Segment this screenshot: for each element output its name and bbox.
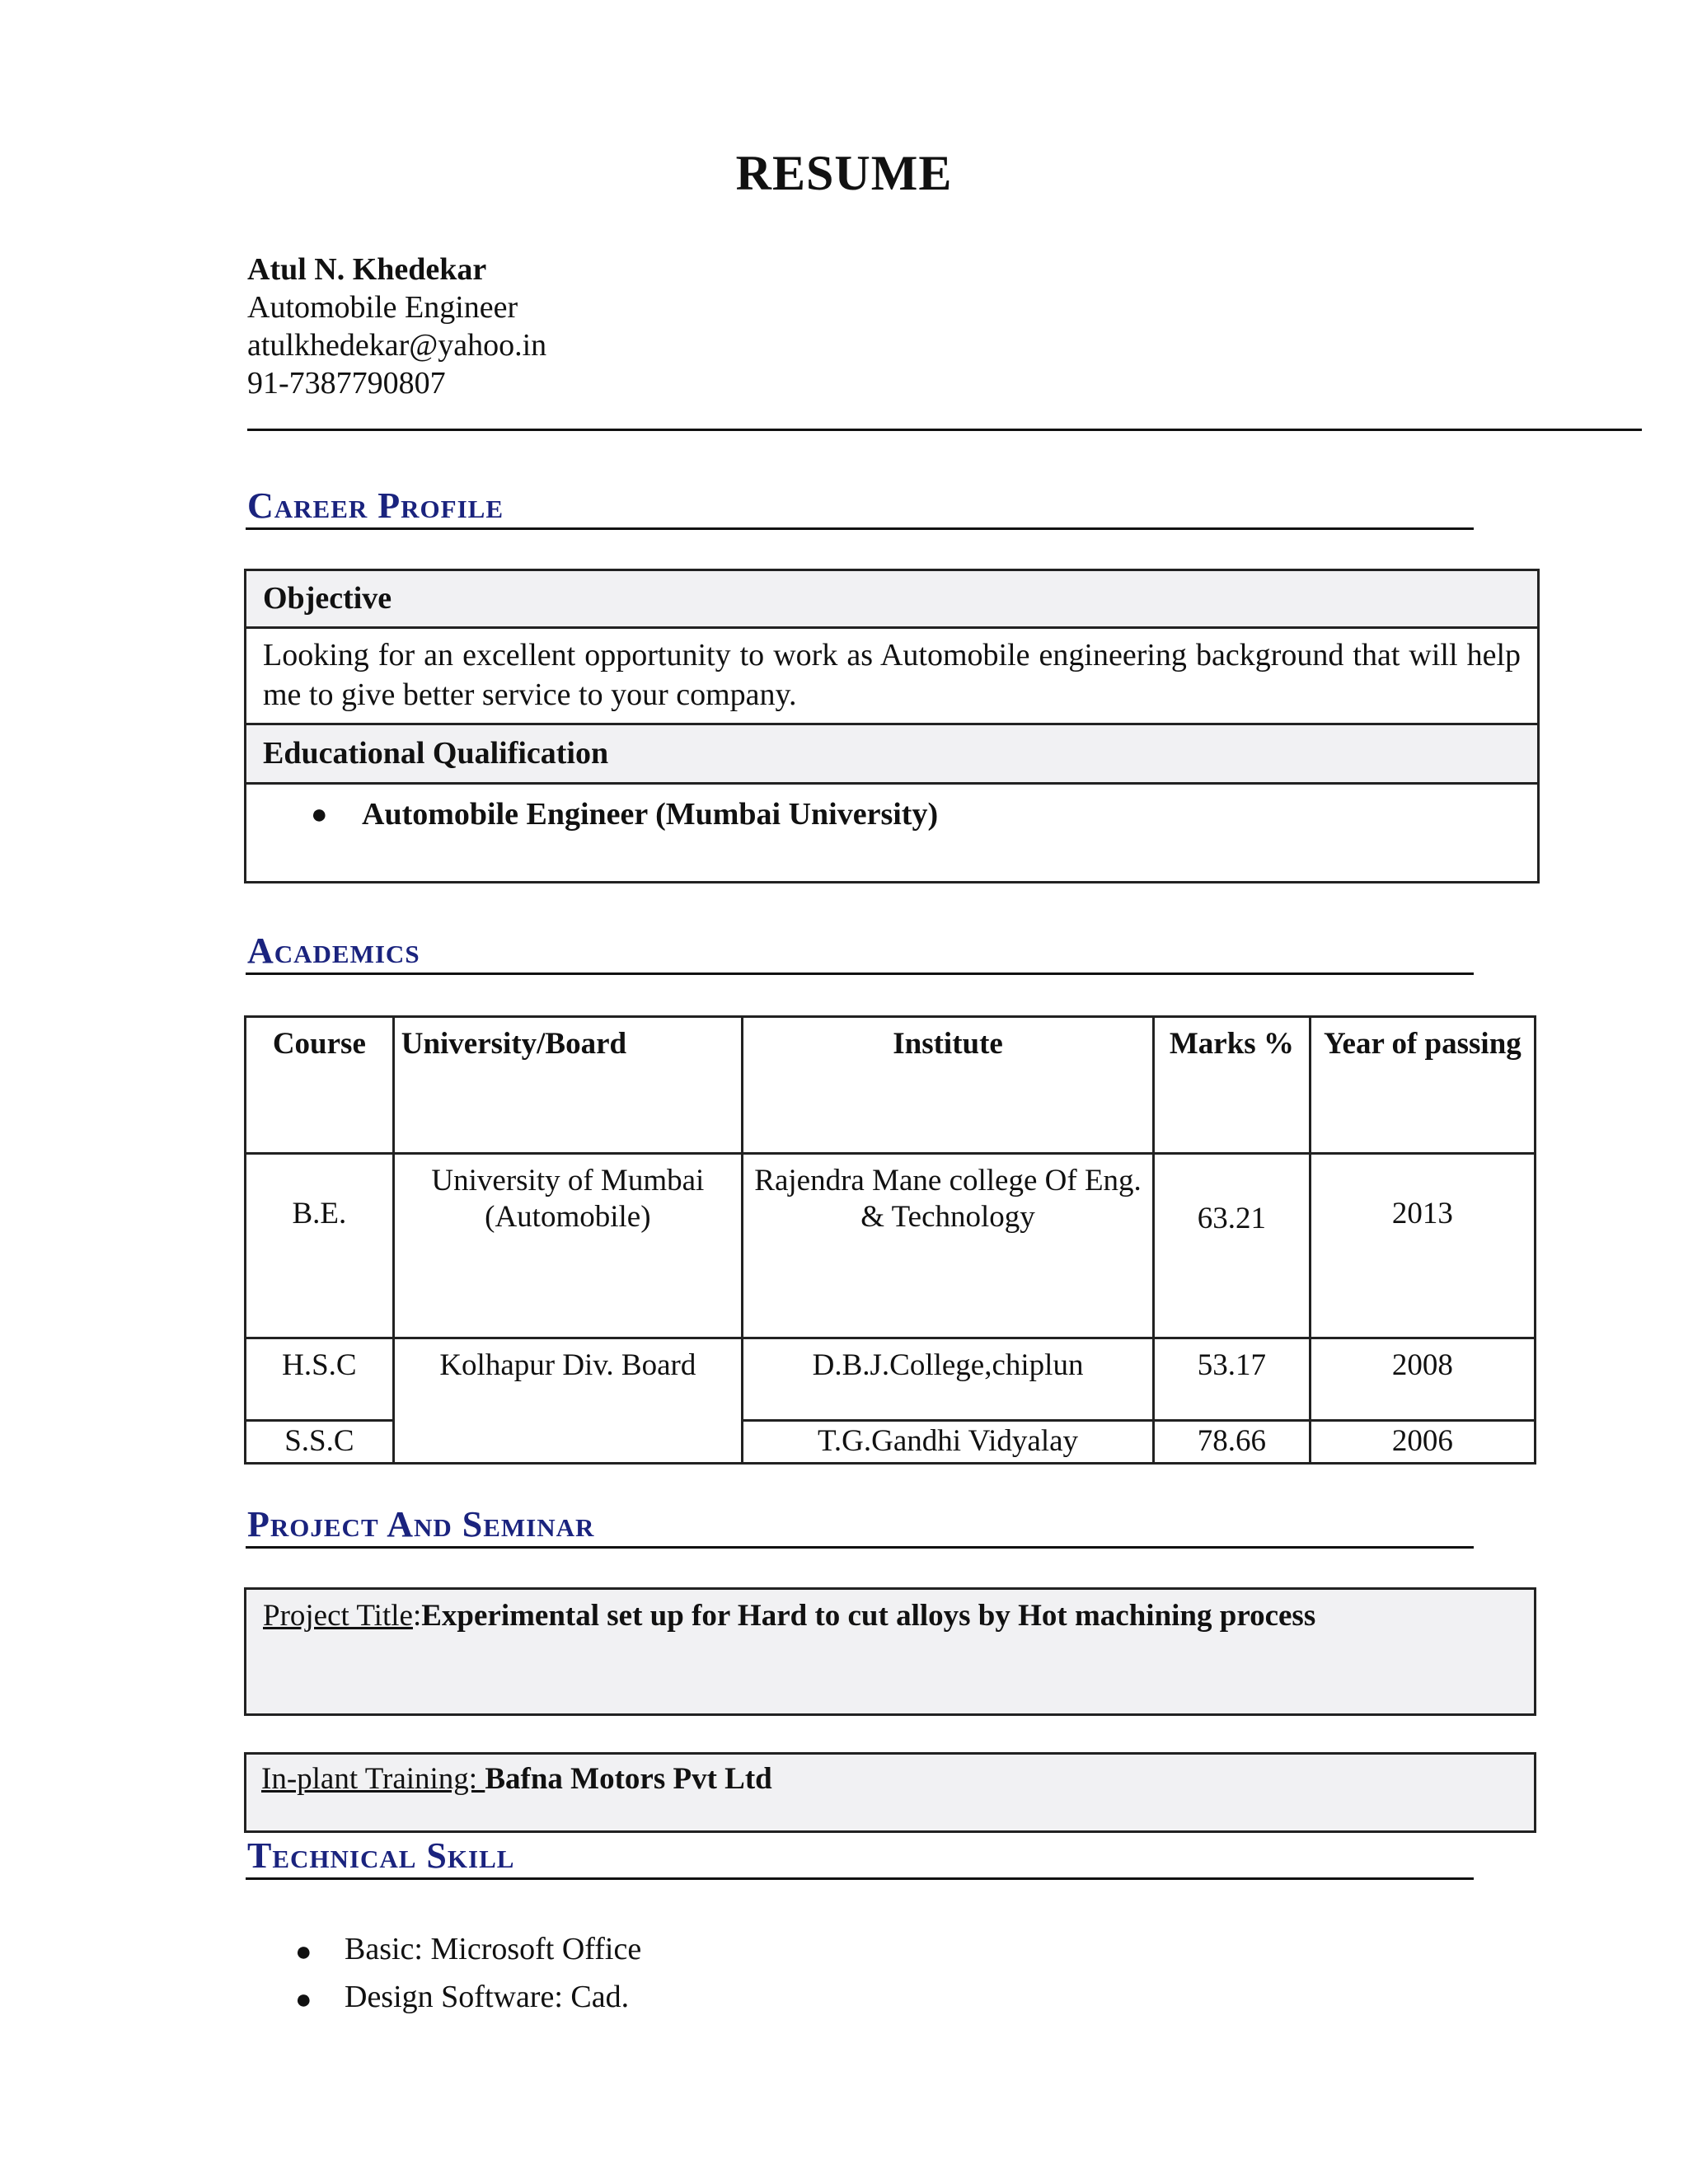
cell-course: H.S.C [246, 1338, 394, 1421]
objective-text: Looking for an excellent opportunity to work as Automobile engineering background that will help me to give better service to your company. [246, 629, 1537, 725]
col-university: University/Board [393, 1017, 742, 1154]
table-row [246, 1154, 1536, 1338]
document-title: RESUME [735, 146, 953, 200]
bullet-icon: ● [295, 1985, 312, 2015]
cell-board: Kolhapur Div. Board [393, 1338, 742, 1464]
cell-marks: 63.21 [1154, 1154, 1311, 1338]
cell-year: 2013 [1310, 1154, 1535, 1338]
cell-institute: D.B.J.College,chiplun [742, 1338, 1153, 1421]
cell-year: 2008 [1310, 1338, 1535, 1421]
skills-underline [246, 1877, 1474, 1880]
training-box [244, 1752, 1536, 1833]
skills-heading: Technical Skill [247, 1835, 515, 1876]
academics-underline [246, 972, 1474, 975]
education-label: Educational Qualification [246, 725, 1537, 785]
cell-course: B.E. [246, 1154, 394, 1338]
candidate-role: Automobile Engineer [247, 290, 518, 325]
project-heading: Project And Seminar [247, 1504, 595, 1544]
contact-block [247, 251, 546, 402]
training-value: Bafna Motors Pvt Ltd [485, 1762, 772, 1796]
academics-heading: Academics [247, 930, 420, 971]
header-divider [247, 429, 1642, 431]
candidate-email: atulkhedekar@yahoo.in [247, 328, 547, 363]
cell-institute: T.G.Gandhi Vidyalay [742, 1421, 1153, 1464]
project-title-label: Project Title [263, 1599, 413, 1633]
cell-institute: Rajendra Mane college Of Eng. & Technology [742, 1154, 1153, 1338]
career-profile-heading: Career Profile [247, 485, 504, 526]
col-year: Year of passing [1310, 1017, 1535, 1154]
col-institute: Institute [742, 1017, 1153, 1154]
col-marks: Marks % [1154, 1017, 1311, 1154]
skills-list [247, 1925, 641, 2021]
candidate-name: Atul N. Khedekar [247, 252, 487, 287]
cell-course: S.S.C [246, 1421, 394, 1464]
objective-label: Objective [246, 571, 1537, 629]
project-box: Project Title:Experimental set up for Hard to cut alloys by Hot machining process [244, 1587, 1536, 1716]
table-row [246, 1338, 1536, 1421]
list-item: ● Basic: Microsoft Office [247, 1925, 641, 1973]
career-profile-underline [246, 527, 1474, 530]
training-label: In-plant Training: [261, 1762, 485, 1796]
cell-board: University of Mumbai (Automobile) [393, 1154, 742, 1338]
cell-year: 2006 [1310, 1421, 1535, 1464]
education-item: Automobile Engineer (Mumbai University) [362, 797, 939, 832]
table-header-row [246, 1017, 1536, 1154]
education-list [246, 785, 1537, 879]
bullet-icon: ● [311, 799, 328, 830]
candidate-phone: 91-7387790807 [247, 366, 446, 401]
academics-table [244, 1015, 1536, 1465]
col-course: Course [246, 1017, 394, 1154]
cell-marks: 53.17 [1154, 1338, 1311, 1421]
cell-marks: 78.66 [1154, 1421, 1311, 1464]
career-profile-box [244, 569, 1540, 883]
project-underline [246, 1546, 1474, 1549]
bullet-icon: ● [295, 1937, 312, 1967]
list-item: ● Design Software: Cad. [247, 1973, 641, 2021]
project-title-value: Experimental set up for Hard to cut alloys by Hot machining process [421, 1599, 1316, 1633]
